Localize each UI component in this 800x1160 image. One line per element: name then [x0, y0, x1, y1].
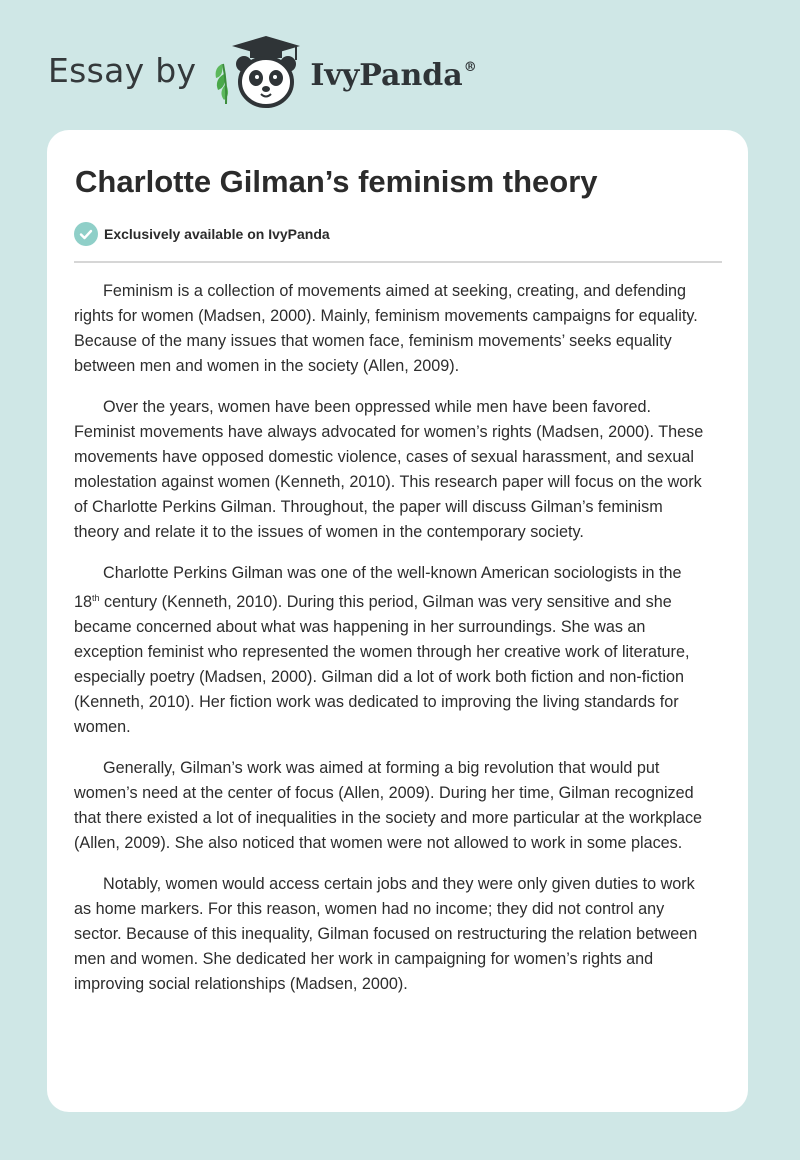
paragraph-line: as home markers. For this reason, women had no income; they did not control any	[74, 900, 665, 918]
page-title: Charlotte Gilman’s feminism theory	[75, 164, 598, 199]
paragraph-line: (Kenneth, 2010). Her fiction work was dedicated to improving the living standards for	[74, 693, 679, 711]
paragraph-line: Charlotte Perkins Gilman was one of the well-known American sociologists in the	[103, 564, 682, 582]
paragraph-line: Feminist movements have always advocated for women’s rights (Madsen, 2000). These	[74, 423, 704, 441]
paragraph-line: Feminism is a collection of movements aimed at seeking, creating, and defending	[103, 282, 687, 300]
century-number: 18	[74, 593, 93, 611]
paragraph-line: women.	[74, 718, 131, 736]
paragraph-2	[74, 395, 726, 545]
paragraph-line: between men and women in the society (Allen, 2009).	[74, 357, 460, 375]
exclusive-badge-text: Exclusively available on IvyPanda	[104, 226, 330, 242]
paragraph-line: men and women. She dedicated her work in campaigning for women’s rights and	[74, 950, 654, 968]
brand-prefix: Essay by	[48, 50, 197, 90]
essay-card	[47, 130, 748, 1112]
century-line-rest: century (Kenneth, 2010). During this period, Gilman was very sensitive and she	[99, 593, 672, 611]
paragraph-line	[74, 586, 726, 615]
paragraph-5	[74, 872, 726, 997]
paragraph-line: exception feminist who represented the women through her creative work of literature,	[74, 643, 690, 661]
paragraph-line: molestation against women (Kenneth, 2010). This research paper will focus on the work	[74, 473, 702, 491]
essay-body	[74, 279, 726, 1013]
paragraph-line: theory and relate it to the issues of women in the contemporary society.	[74, 523, 584, 541]
leaf-icon	[216, 64, 228, 104]
paragraph-line: that there existed a lot of inequalities in the society and more particular at the workplace	[74, 809, 703, 827]
paragraph-line: of Charlotte Perkins Gilman. Throughout, the paper will discuss Gilman’s feminism	[74, 498, 663, 516]
paragraph-line: rights for women (Madsen, 2000). Mainly, feminism movements campaigns for equality.	[74, 307, 698, 325]
paragraph-line: Generally, Gilman’s work was aimed at forming a big revolution that would put	[103, 759, 660, 777]
check-circle-icon	[74, 222, 98, 246]
panda-logo-icon	[210, 34, 306, 110]
paragraph-line: (Allen, 2009). She also noticed that women were not allowed to work in some places.	[74, 834, 683, 852]
registered-mark: ®	[463, 59, 477, 75]
paragraph-line: sector. Because of this inequality, Gilman focused on restructuring the relation between	[74, 925, 698, 943]
ordinal-suffix: th	[92, 593, 100, 603]
brand-header	[48, 34, 477, 110]
paragraph-line: Over the years, women have been oppressed while men have been favored.	[103, 398, 652, 416]
brand-name: IvyPanda®	[310, 57, 477, 93]
paragraph-1	[74, 279, 726, 379]
paragraph-line: became concerned about what was happening in her surroundings. She was an	[74, 618, 646, 636]
paragraph-line: Because of the many issues that women face, feminism movements’ seeks equality	[74, 332, 672, 350]
paragraph-line: Notably, women would access certain jobs and they were only given duties to work	[103, 875, 695, 893]
exclusive-badge	[74, 222, 330, 246]
divider	[74, 261, 722, 263]
paragraph-line: women’s need at the center of focus (Allen, 2009). During her time, Gilman recognized	[74, 784, 694, 802]
paragraph-3	[74, 561, 726, 740]
paragraph-line: movements have opposed domestic violence, cases of sexual harassment, and sexual	[74, 448, 694, 466]
paragraph-4	[74, 756, 726, 856]
paragraph-line: especially poetry (Madsen, 2000). Gilman did a lot of work both fiction and non-fiction	[74, 668, 685, 686]
paragraph-line: improving social relationships (Madsen, 2000).	[74, 975, 408, 993]
